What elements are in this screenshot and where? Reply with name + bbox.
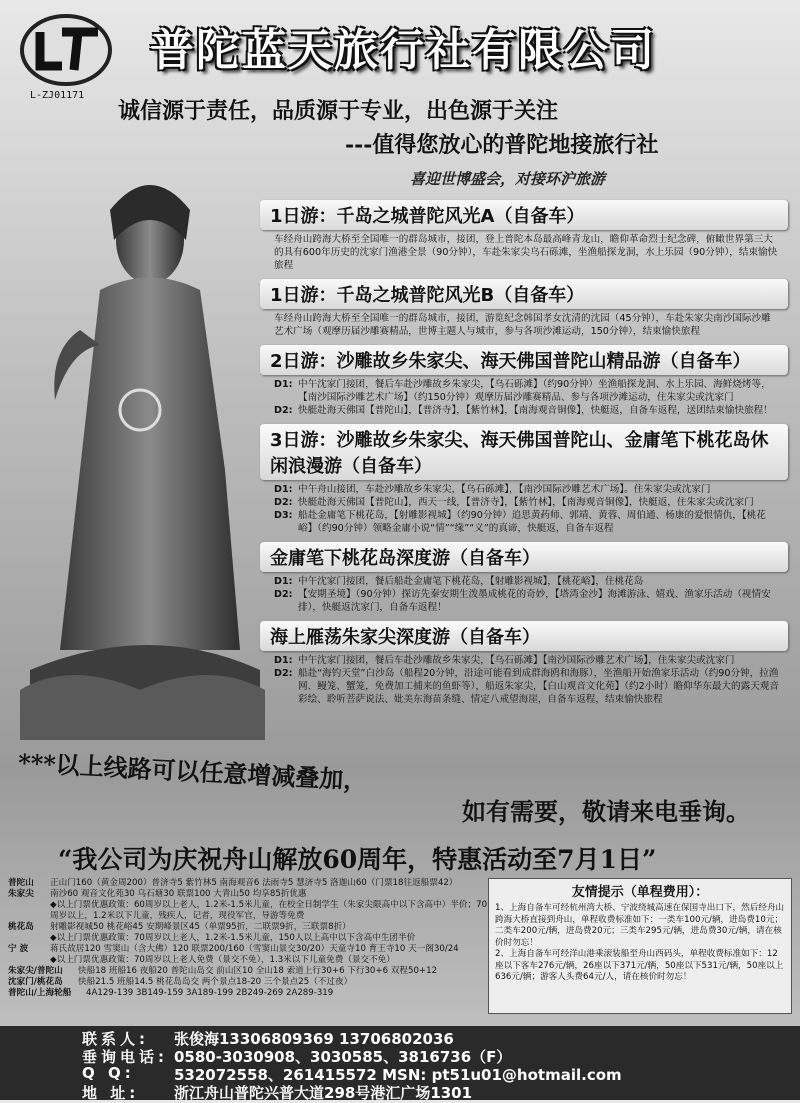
- price-text: 4A129-139 3B149-159 3A189-199 2B249-269 2A289-319: [86, 988, 334, 998]
- price-text: ◆以上门票优惠政策：60周岁以上老人，1.2米-1.5米儿童，在校全日制学生（朱家尖限高中以下含高中）半价；70周岁以上，1.2米以下儿童，残疾人，记者，现役军官，导游等免费: [50, 900, 488, 921]
- day-label: D2:: [274, 668, 293, 679]
- price-text: 射雕影视城50 桃花峪45 安期峰景区45（单票95折，二联票9折，三联票8折）: [50, 922, 351, 932]
- price-row: [8, 988, 488, 999]
- day-text: 快艇赴海天佛国【普陀山】，【普济寺】，【紫竹林】，【南海观音铜像】，快艇返，自备车返程，送团结束愉快旅程！: [298, 405, 773, 416]
- tour-item: [260, 200, 788, 275]
- price-label: 桃花岛: [8, 922, 34, 932]
- price-row: [8, 966, 488, 977]
- contact-label: 地 址:: [82, 1084, 140, 1102]
- day-text: 中午舟山接团，车赴沙雕故乡朱家尖，【乌石砾滩】，【南沙国际沙雕艺术广场】。住朱家尖或沈家门: [298, 484, 711, 495]
- tip-item: 1、上海自备车可经杭州湾大桥、宁波绕城高速在保国寺出口下，然后经舟山跨海大桥直接到舟山，单程收费标准如下：一类车100元/辆，进岛费10元；二类车200元/辆，进岛费20元；三类车295元/辆，进岛费30元/辆，请在核价时勿忘！: [495, 903, 785, 948]
- day-text: 中午沈家门接团，餐后车赴沙雕故乡朱家尖，【乌石砾滩】【南沙国际沙雕艺术广场】，住朱家尖或沈家门: [298, 655, 735, 666]
- day-label: D1:: [274, 576, 293, 587]
- day-label: D2:: [274, 589, 293, 600]
- tour-title: 海上雁荡朱家尖深度游（自备车）: [260, 621, 788, 651]
- price-text: 正山门160（黄金周200）普济寺5 紫竹林5 南海观音6 法雨寺5 慧济寺5 洛迦山60（门票18往返船票42）: [50, 878, 458, 888]
- tour-title: 1日游：千岛之城普陀风光A（自备车）: [260, 200, 788, 230]
- day-row: [274, 575, 780, 588]
- day-text: 【安期圣境】（90分钟）探访先秦安期生泼墨成桃花的奇妙，【塔湾金沙】海滩游泳、嬉戏、渔家乐活动（视情安排），快艇返沈家门，自备车返程！: [298, 589, 771, 613]
- price-label: [8, 900, 50, 922]
- tip-item: 2、上海自备车可经洋山港乘滚装船至舟山西码头，单程收费标准如下：12座以下客车276元/辆，26座以下371元/辆，50座以下531元/辆，50座以上636元/辆；游客人头费64元/人，请在核价时勿忘！: [495, 949, 784, 982]
- contact-value: 0580-3030908、3030585、3816736（F）: [174, 1048, 512, 1066]
- tour-title: 2日游：沙雕故乡朱家尖、海天佛国普陀山精品游（自备车）: [260, 345, 788, 375]
- custom-route-notice: ***以上线路可以任意增减叠加，: [17, 747, 369, 796]
- price-row: [8, 889, 488, 900]
- day-label: D3:: [274, 510, 293, 521]
- company-logo: [18, 10, 114, 90]
- tour-item: [260, 345, 788, 420]
- contact-value: 532072558、261415572 MSN: pt51u01@hotmail.com: [174, 1066, 622, 1084]
- day-label: D1:: [274, 484, 293, 495]
- price-label: 沈家门/桃花岛: [8, 977, 63, 987]
- tour-title: 3日游：沙雕故乡朱家尖、海天佛国普陀山、金庸笔下桃花岛休闲浪漫游（自备车）: [260, 424, 788, 480]
- slogan-line-2: ---值得您放心的普陀地接旅行社: [345, 132, 659, 158]
- day-label: D2:: [274, 405, 293, 416]
- price-text: 快船18 班船16 夜船20 普陀山岛交 前山区10 全山18 索道上行30+6 下行30+6 双程50+12: [78, 966, 438, 976]
- tour-itinerary: [260, 572, 788, 617]
- day-row: [274, 404, 780, 417]
- price-text: ◆以上门票优惠政策：70周岁以上老人免费（景交不免），1.3米以下儿童免费（景交不免）: [50, 955, 395, 965]
- ticket-price-list: [8, 878, 488, 999]
- slogan-line-1: 诚信源于责任，品质源于专业，出色源于关注: [118, 98, 559, 124]
- price-label: 朱家尖/普陀山: [8, 966, 63, 976]
- expo-banner: 喜迎世博盛会，对接环沪旅游: [410, 170, 606, 188]
- price-label: [8, 955, 50, 966]
- price-row: [8, 900, 488, 922]
- contact-value: 张俊海13306809369 13706802036: [174, 1030, 454, 1048]
- tour-description: 车经舟山跨海大桥至全国唯一的群岛城市，接团，游览纪念韩国孝女沈清的沈园（45分钟），车赴朱家尖南沙国际沙雕艺术广场（观摩历届沙雕赛精品，世博主题人与城市，参与各项沙滩运动，150分钟），结束愉快旅程: [274, 313, 771, 337]
- tips-title: 友情提示（单程费用）：: [571, 885, 709, 900]
- tour-item: [260, 542, 788, 617]
- price-text: ◆以上门票优惠政策：70周岁以上老人，1.2米-1.5米儿童，150人以上高中以下含高中生团半价: [50, 933, 416, 943]
- price-row: [8, 944, 488, 955]
- price-label: 普陀山: [8, 878, 34, 888]
- price-label: 普陀山/上海轮船: [8, 988, 72, 998]
- tour-itinerary: [260, 375, 788, 420]
- tour-itinerary: [260, 651, 788, 709]
- day-text: 中午沈家门接团，餐后车赴沙雕故乡朱家尖，【乌石砾滩】（约90分钟）坐渔船探龙洞、水上乐园、海鲜烧烤等，【南沙国际沙雕艺术广场】（约150分钟）观摩历届沙雕赛精品、参与各项沙滩运动，住朱家尖或沈家门: [298, 379, 771, 403]
- day-label: D1:: [274, 655, 293, 666]
- contact-label: Q Q:: [82, 1064, 135, 1082]
- day-text: 快艇赴海天佛国【普陀山】，西天一线，【普济寺】，【紫竹林】，【南海观音铜像】，快艇返，住朱家尖或沈家门: [298, 497, 754, 508]
- day-row: [274, 654, 780, 667]
- tour-item: [260, 621, 788, 709]
- day-text: 船赴金庸笔下桃花岛，【射雕影视城】（约90分钟）追思黄药师、郭靖、黄蓉、周伯通、杨康的爱恨情仇，【桃花峪】（约90分钟）领略金庸小说“情”“缘”“义”的真谛，快艇返，自备车返程: [298, 510, 766, 534]
- price-row: [8, 955, 488, 966]
- price-text: 快船21.5 班船14.5 桃花岛岛交 两个景点18-20 三个景点25（不过夜）: [78, 977, 353, 987]
- price-row: [8, 933, 488, 944]
- tour-title: 1日游：千岛之城普陀风光B（自备车）: [260, 279, 788, 309]
- price-label: 朱家尖: [8, 889, 34, 899]
- contact-label: 垂询电话:: [82, 1048, 168, 1066]
- tour-description: 车经舟山跨海大桥至全国唯一的群岛城市，接团，登上普陀本岛最高峰青龙山，瞻仰革命烈士纪念碑，俯瞰世界第三大的具有600年历史的沈家门渔港全景（90分钟），车赴朱家尖乌石砾滩，坐渔船探龙洞，水上乐园（90分钟），结束愉快旅程: [274, 234, 778, 271]
- tour-itinerary: [260, 480, 788, 538]
- day-text: 船赴“海钓天堂”白沙岛（船程20分钟，沿途可能看到成群海鸥和海豚），坐渔船开始渔家乐活动（约90分钟，拉渔网、鳗笼、蟹笼，免费加工捕来的鱼虾等），船返朱家尖，【白山观音文化苑】（约2小时）瞻仰华东最大的露天观音彩绘、聆听菩萨说法、妣美东海苗条缝、情定八戒望海崖，自备车返程，结束愉快旅程: [298, 668, 779, 705]
- license-number: L-ZJ01171: [30, 90, 85, 101]
- contact-footer: [0, 1026, 800, 1100]
- guanyin-statue-image: [10, 170, 270, 750]
- day-row: [274, 588, 780, 614]
- price-label: 宁 波: [8, 944, 29, 954]
- day-text: 中午沈家门接团，餐后船赴金庸笔下桃花岛，【射雕影视城】，【桃花峪】，住桃花岛: [298, 576, 644, 587]
- price-label: [8, 933, 50, 944]
- tips-body: [489, 900, 791, 987]
- day-row: [274, 483, 780, 496]
- price-row: [8, 878, 488, 889]
- company-name: 普陀蓝天旅行社有限公司: [150, 25, 656, 76]
- day-row: [274, 496, 780, 509]
- day-row: [274, 509, 780, 535]
- friendly-tips-box: [488, 878, 792, 1014]
- price-text: 南沙60 观音文化苑30 乌石塘30 联票100 大青山50 均享85折优惠: [50, 889, 307, 899]
- price-row: [8, 922, 488, 933]
- tour-item: [260, 279, 788, 341]
- day-row: [274, 667, 780, 706]
- price-text: 蒋氏故居120 雪窦山（含大佛）120 联票200/160（雪窦山景交30/20）天童寺10 育王寺10 天一阁30/24: [50, 944, 459, 954]
- contact-label: 联系人:: [82, 1030, 149, 1048]
- promotion-banner: “我公司为庆祝舟山解放60周年，特惠活动至7月1日”: [58, 845, 657, 874]
- contact-value: 浙江舟山普陀兴普大道298号港汇广场1301: [174, 1084, 473, 1102]
- tour-title: 金庸笔下桃花岛深度游（自备车）: [260, 542, 788, 572]
- tour-item: [260, 424, 788, 538]
- price-row: [8, 977, 488, 988]
- day-label: D2:: [274, 497, 293, 508]
- day-label: D1:: [274, 379, 293, 390]
- inquiry-notice: 如有需要，敬请来电垂询。: [462, 797, 750, 826]
- day-row: [274, 378, 780, 404]
- tour-list: [260, 196, 788, 709]
